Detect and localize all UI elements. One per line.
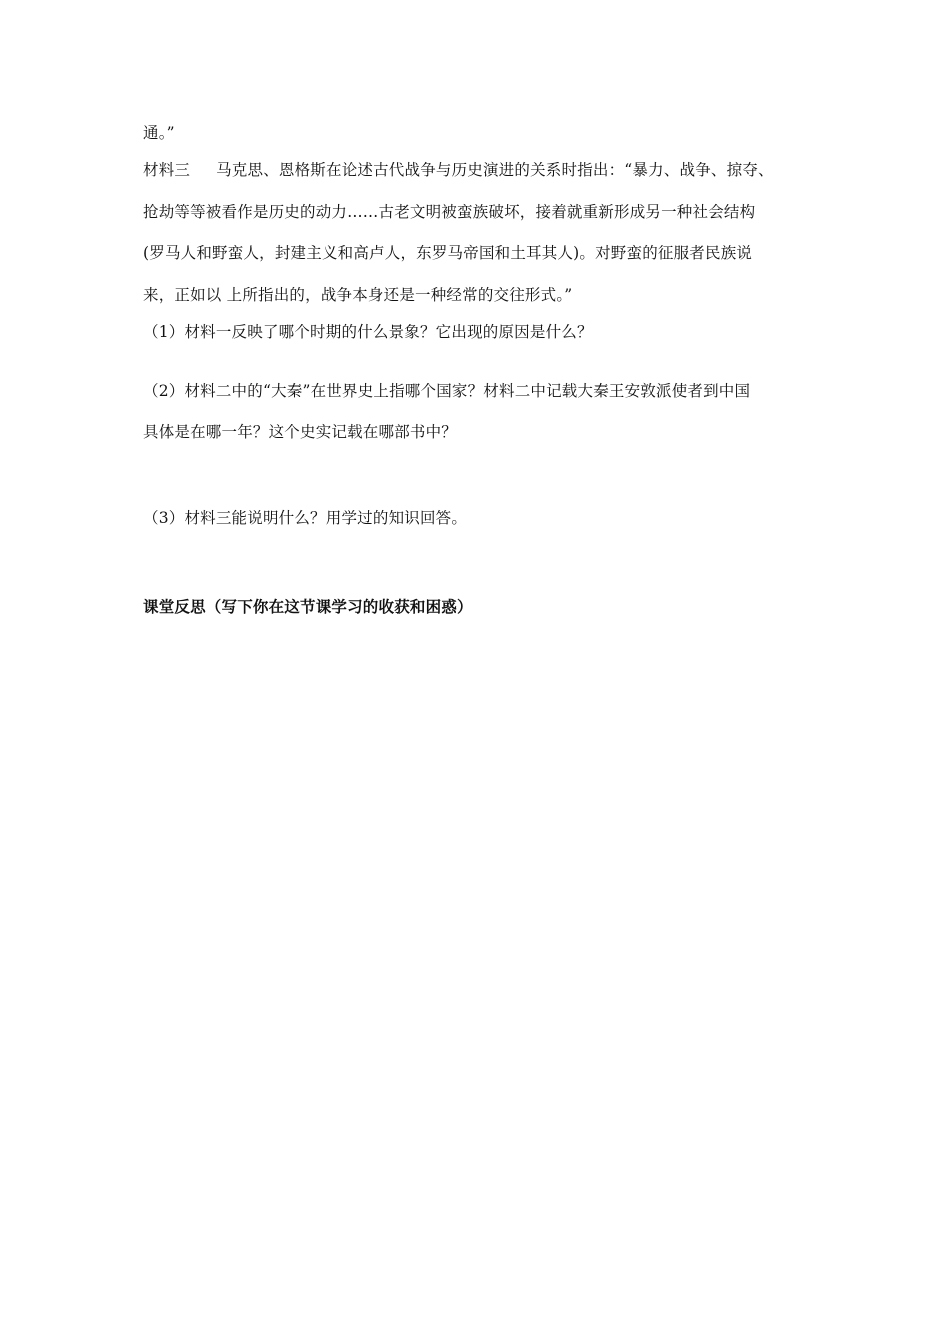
- question-2-line-1: （2）材料二中的“大秦”在世界史上指哪个国家？材料二中记载大秦王安敦派使者到中国: [143, 382, 751, 400]
- material3-line-4: 来，正如以 上所指出的，战争本身还是一种经常的交往形式。”: [143, 286, 573, 304]
- reflection-heading: 课堂反思（写下你在这节课学习的收获和困惑）: [143, 597, 473, 616]
- material3-line-3: (罗马人和野蛮人，封建主义和高卢人，东罗马帝国和土耳其人)。对野蛮的征服者民族说: [143, 244, 753, 262]
- question-2-line-2: 具体是在哪一年？这个史实记载在哪部书中？: [143, 423, 458, 441]
- material3-label: 材料三: [143, 161, 191, 179]
- question-3: （3）材料三能说明什么？用学过的知识回答。: [143, 509, 468, 527]
- material3-line-1: 马克思、恩格斯在论述古代战争与历史演进的关系时指出：“暴力、战争、掠夺、: [216, 161, 774, 179]
- continuation-line: 通。”: [143, 124, 175, 142]
- question-1: （1）材料一反映了哪个时期的什么景象？它出现的原因是什么？: [143, 323, 593, 341]
- material3-first-line: [143, 160, 774, 180]
- material3-line-2: 抢劫等等被看作是历史的动力……古老文明被蛮族破坏，接着就重新形成另一种社会结构: [143, 203, 756, 221]
